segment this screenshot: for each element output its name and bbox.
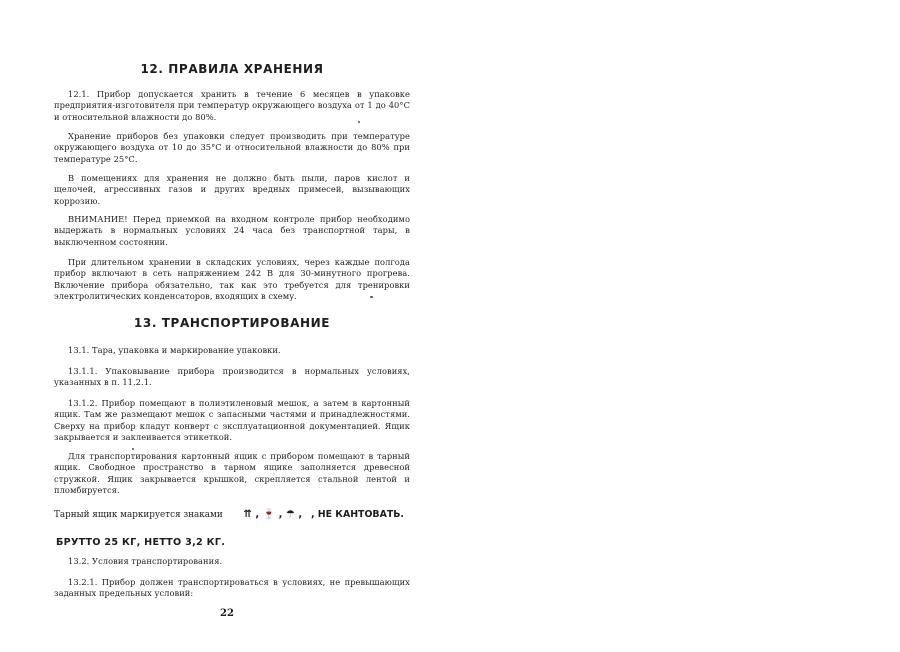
paragraph-13-1: 13.1. Тара, упаковка и маркирование упаковки.: [68, 345, 281, 355]
paragraph-13-2: 13.2. Условия транспортирования.: [68, 556, 223, 566]
paragraph-13-2-1: 13.2.1. Прибор должен транспортироваться в условиях, не превышающих заданных предельных условий:: [54, 577, 410, 599]
paragraph-13-1-2: 13.1.2. Прибор помещают в полиэтиленовый мешок, а затем в картонный ящик. Там же размещают мешок с запасными частями и принадлежностями. Сверху на прибор кладут конверт с эксплуатационной документацией. Ящик закрывается и заклеивается этикеткой.: [54, 398, 410, 442]
paragraph-attention: ВНИМАНИЕ! Перед приемкой на входном контроле прибор необходимо выдержать в нормальных условиях 24 часа без транспортной тары, в выключенном состоянии.: [54, 214, 410, 247]
marking-warning: , НЕ КАНТОВАТЬ.: [310, 509, 404, 520]
paragraph-transport-box: Для транспортирования картонный ящик с прибором помещают в тарный ящик. Свободное пространство в тарном ящике заполняется древесной стружкой. Ящик закрывается крышкой, скрепляется стальной лентой и пломбируется.: [54, 451, 410, 495]
paragraph-long-storage: При длительном хранении в складских условиях, через каждые полгода прибор включают в сеть напряжением 242 В для 30-минутного прогрева. Включение прибора обязательно, так как это требуется для тренировки электролитических конденсаторов, входящих в схему.: [54, 257, 410, 301]
box-marking-line: [54, 509, 410, 520]
section-13-title: 13. ТРАНСПОРТИРОВАНИЕ: [133, 316, 331, 330]
weight-line: БРУТТО 25 КГ, НЕТТО 3,2 КГ.: [56, 537, 226, 548]
page-number: 22: [220, 608, 234, 619]
marking-label: Тарный ящик маркируется знаками: [54, 510, 223, 520]
paragraph-13-1-1: 13.1.1. Упаковывание прибора производится в нормальных условиях, указанных в п. 11.2.1.: [54, 366, 410, 388]
paragraph-storage-room: В помещениях для хранения не должно быть пыли, паров кислот и щелочей, агрессивных газов и других вредных примесей, вызывающих коррозию.: [54, 173, 410, 206]
scan-speck: [358, 121, 360, 123]
section-12-title: 12. ПРАВИЛА ХРАНЕНИЯ: [140, 62, 324, 76]
paragraph-storage-without-packaging: Хранение приборов без упаковки следует производить при температуре окружающего воздуха от 10 до 35°С и относительной влажности до 80% при температуре 25°С.: [54, 131, 410, 164]
scan-speck: [132, 448, 134, 450]
paragraph-12-1: 12.1. Прибор допускается хранить в течение 6 месяцев в упаковке предприятия-изготовителя при температур окружающего воздуха от 1 до 40°С и относительной влажности до 80%.: [54, 89, 410, 122]
handling-symbols-icon: ⇈ , 🍷 , ☂ ,: [243, 509, 303, 520]
scan-speck: [370, 296, 373, 298]
